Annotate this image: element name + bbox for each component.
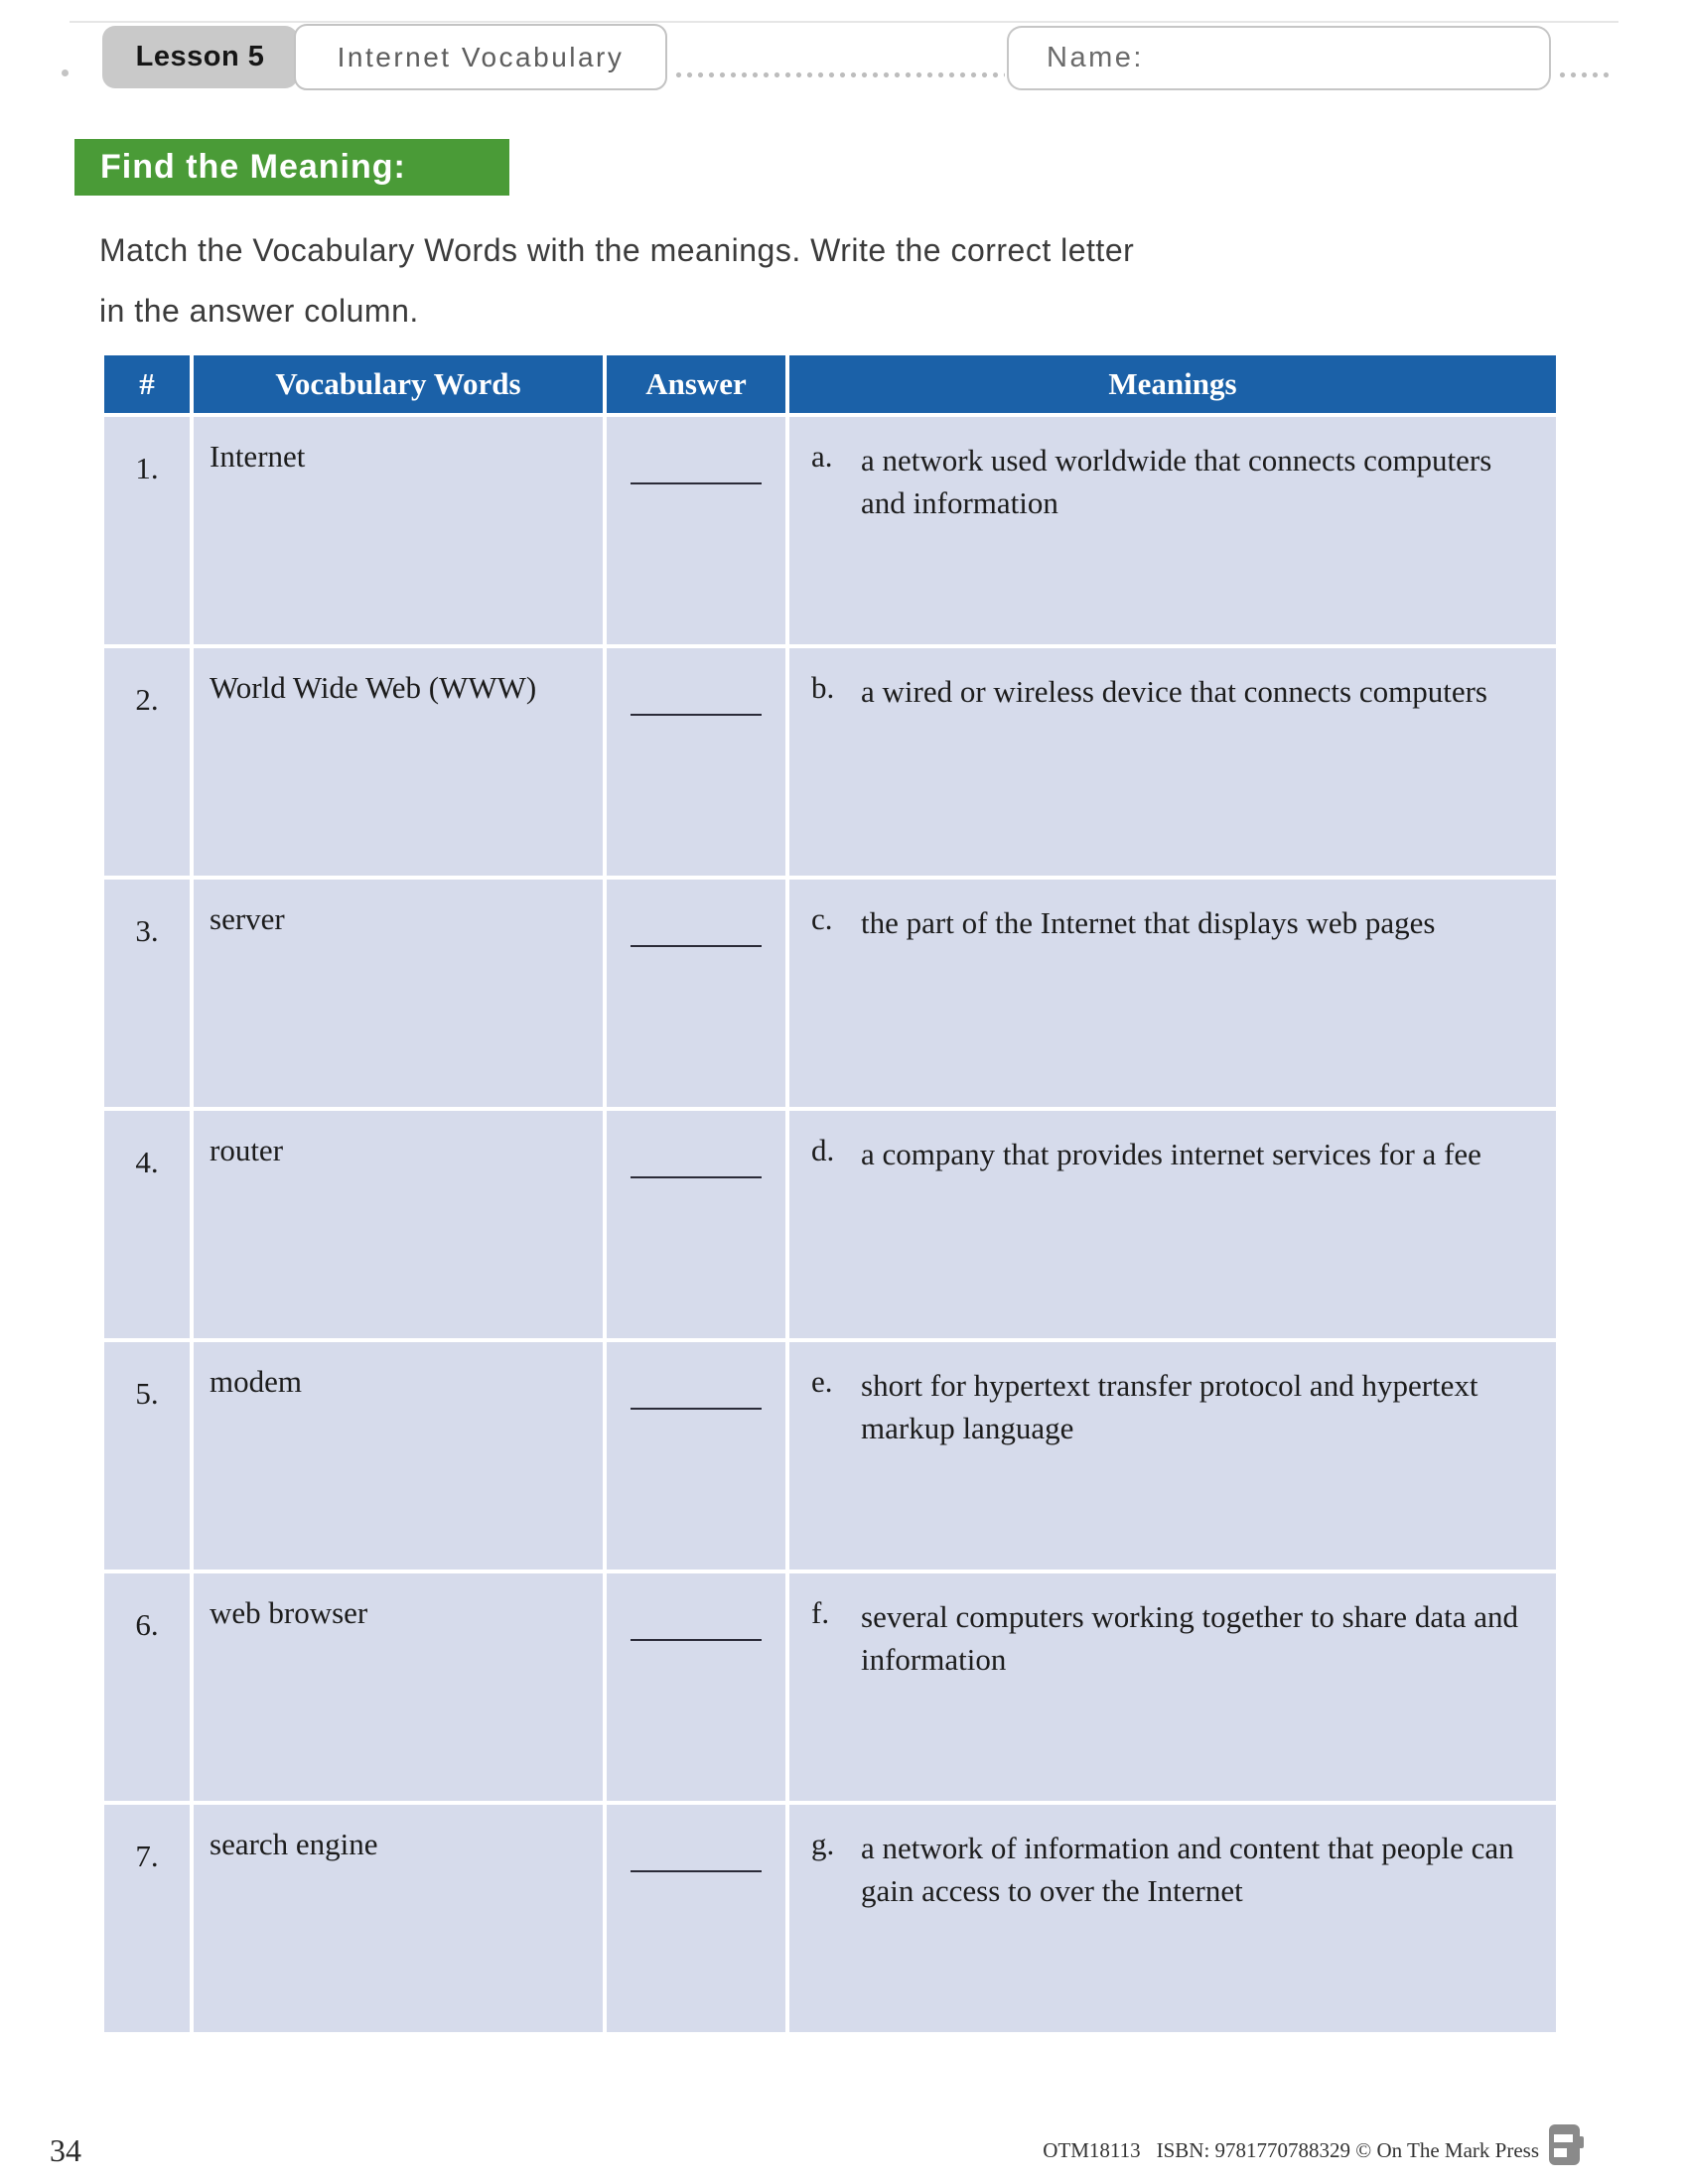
meaning-letter: a. [811,439,833,474]
dotted-line [673,70,1005,79]
meaning-letter: b. [811,670,835,705]
lesson-tab [102,26,298,88]
answer-blank[interactable] [631,1408,762,1410]
instructions-line-2: in the answer column. [99,293,419,329]
meaning-letter: g. [811,1827,835,1861]
name-field[interactable] [1007,26,1551,90]
page-number: 34 [50,2132,81,2168]
dotted-line-right [1557,70,1609,79]
answer-cell[interactable] [607,648,785,876]
section-banner [74,139,509,196]
row-number: 2. [104,648,190,876]
column-header-vocabulary: Vocabulary Words [194,355,603,413]
answer-cell[interactable] [607,1111,785,1338]
answer-cell[interactable] [607,417,785,644]
meaning-cell [789,1805,1556,2032]
answer-blank[interactable] [631,1176,762,1178]
meaning-text: a network of information and content that people can gain access to over the Internet [861,1831,1514,1908]
vocabulary-word: Internet [194,417,603,644]
answer-cell[interactable] [607,1573,785,1801]
vocabulary-word: search engine [194,1805,603,2032]
meaning-letter: e. [811,1364,833,1399]
publisher-info [894,2138,1539,2163]
meaning-text: a company that provides internet services for a fee [861,1137,1481,1171]
meaning-text: the part of the Internet that displays web pages [861,905,1436,940]
meaning-text: short for hypertext transfer protocol and hypertext markup language [861,1368,1478,1445]
row-number: 4. [104,1111,190,1338]
answer-blank[interactable] [631,714,762,716]
column-header-number: # [104,355,190,413]
answer-blank[interactable] [631,1639,762,1641]
logo-bar [1554,2134,1573,2142]
column-header-answer: Answer [607,355,785,413]
lesson-tab-label: Lesson 5 [135,41,265,72]
lesson-title-tab [294,24,667,90]
lesson-title-label: Internet Vocabulary [337,41,625,72]
vocabulary-word: modem [194,1342,603,1570]
press-logo-icon [1549,2124,1580,2165]
meaning-cell [789,1111,1556,1338]
meaning-text: several computers working together to share data and information [861,1599,1518,1677]
left-dot-decoration [62,69,69,76]
name-label: Name: [1047,42,1144,73]
instructions [99,220,1579,341]
meaning-cell [789,1573,1556,1801]
row-number: 1. [104,417,190,644]
matching-table [104,355,1556,2032]
answer-blank[interactable] [631,482,762,484]
vocabulary-word: router [194,1111,603,1338]
header-rule [70,21,1618,23]
row-number: 6. [104,1573,190,1801]
meaning-cell [789,880,1556,1107]
meaning-letter: c. [811,901,833,936]
column-header-meanings: Meanings [789,355,1556,413]
row-number: 3. [104,880,190,1107]
section-banner-label: Find the Meaning: [100,148,406,186]
logo-bar [1554,2148,1567,2157]
instructions-line-1: Match the Vocabulary Words with the meanings. Write the correct letter [99,232,1135,268]
vocabulary-word: web browser [194,1573,603,1801]
meaning-text: a wired or wireless device that connects computers [861,674,1487,709]
answer-cell[interactable] [607,1342,785,1570]
meaning-letter: d. [811,1133,835,1167]
meaning-letter: f. [811,1595,830,1630]
meaning-cell [789,417,1556,644]
answer-blank[interactable] [631,945,762,947]
meaning-cell [789,1342,1556,1570]
answer-cell[interactable] [607,1805,785,2032]
vocabulary-word: server [194,880,603,1107]
meaning-cell [789,648,1556,876]
meaning-text: a network used worldwide that connects computers and information [861,443,1492,520]
answer-cell[interactable] [607,880,785,1107]
vocabulary-word: World Wide Web (WWW) [194,648,603,876]
row-number: 7. [104,1805,190,2032]
isbn-text: ISBN: 9781770788329 © On The Mark Press [1156,2138,1539,2162]
row-number: 5. [104,1342,190,1570]
answer-blank[interactable] [631,1870,762,1872]
product-code: OTM18113 [1043,2138,1141,2162]
